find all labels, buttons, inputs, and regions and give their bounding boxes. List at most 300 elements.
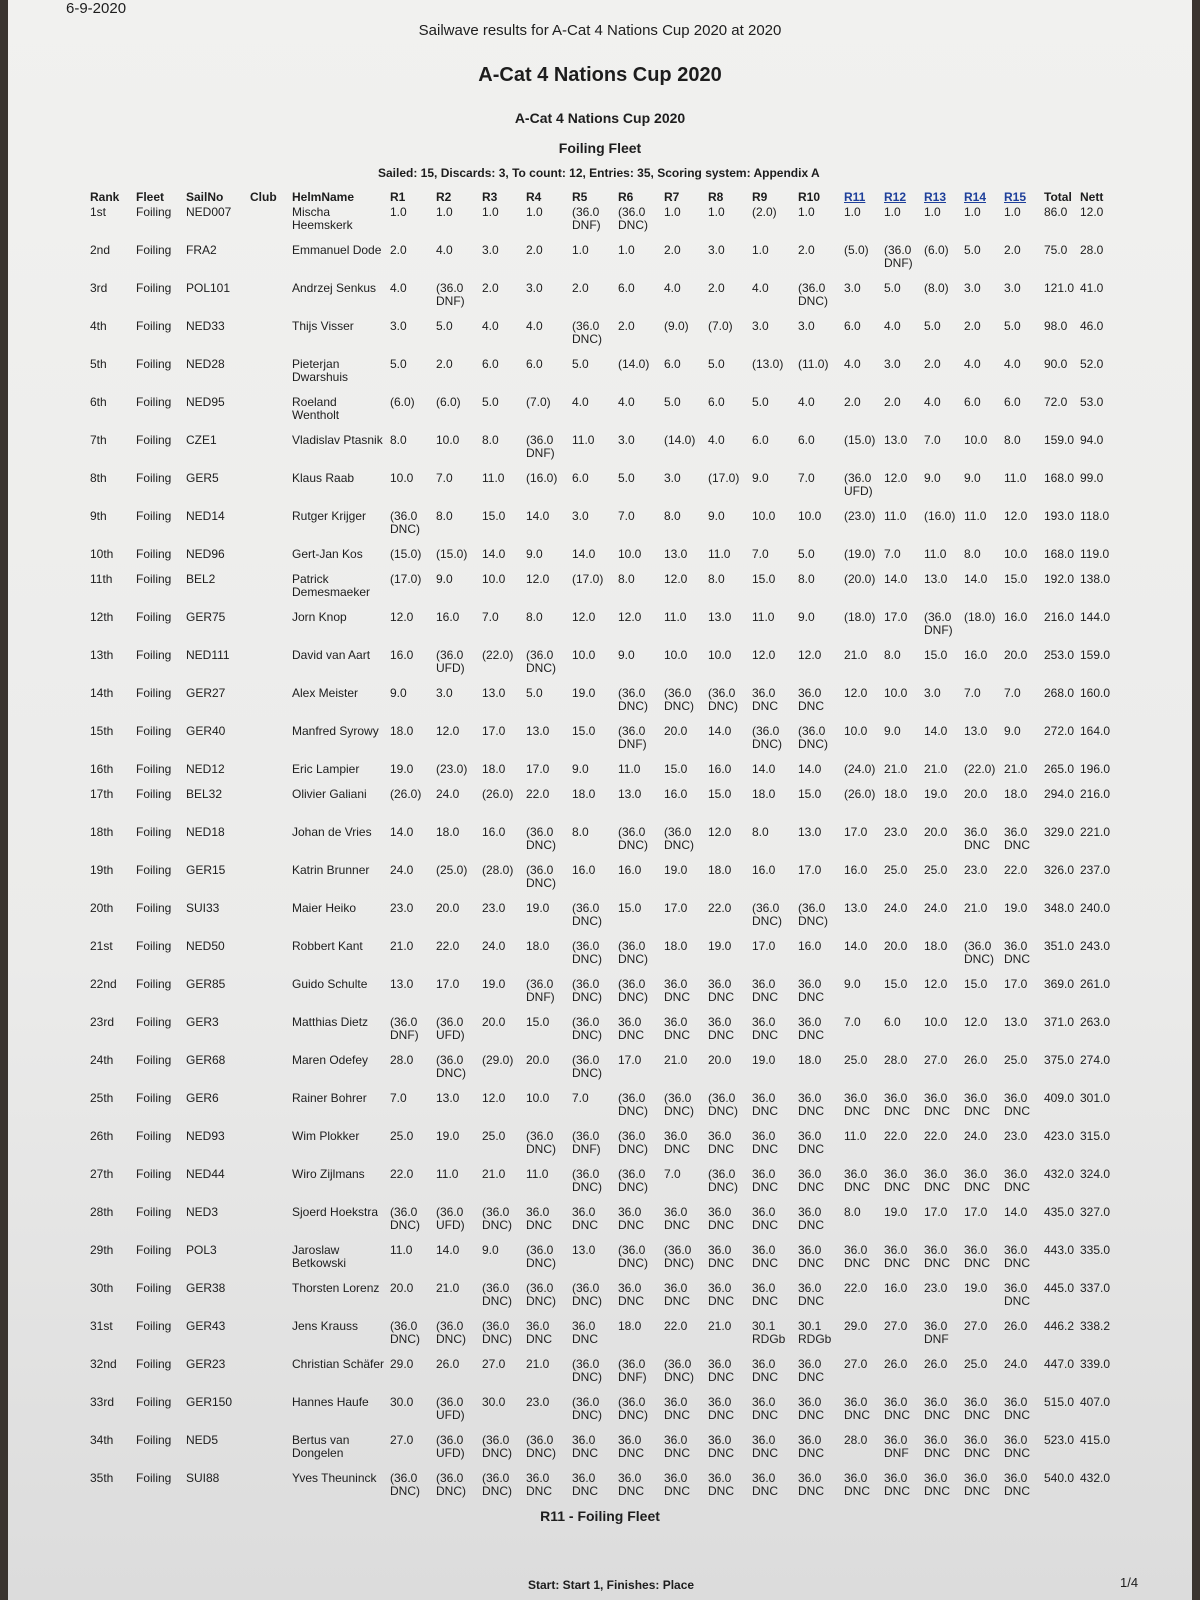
cell-r10: 8.0 — [798, 572, 815, 586]
cell-rank: 1st — [90, 205, 107, 219]
table-row — [88, 508, 1114, 546]
cell-r3: 30.0 — [482, 1395, 506, 1409]
cell-helmname: Manfred Syrowy — [292, 724, 379, 738]
table-row — [88, 1166, 1114, 1204]
cell-club — [248, 824, 290, 862]
cell-r10: 2.0 — [798, 243, 815, 257]
cell-sailno: NED28 — [186, 357, 225, 371]
cell-club — [248, 1470, 290, 1508]
cell-r4: 15.0 — [526, 1015, 550, 1029]
cell-r3: 10.0 — [482, 572, 506, 586]
cell-sailno: CZE1 — [186, 433, 217, 447]
cell-helmname: Andrzej Senkus — [292, 281, 377, 295]
cell-sailno: GER75 — [186, 610, 226, 624]
cell-r14: 11.0 — [964, 509, 987, 523]
cell-r11: 29.0 — [844, 1319, 868, 1333]
table-row — [88, 761, 1114, 786]
cell-nett: 216.0 — [1080, 787, 1111, 801]
cell-r12: 36.0 DNC — [884, 1091, 910, 1118]
cell-r5: 1.0 — [572, 243, 589, 257]
cell-fleet: Foiling — [136, 762, 172, 776]
cell-r9: 3.0 — [752, 319, 769, 333]
cell-total: 268.0 — [1044, 686, 1075, 700]
cell-total: 447.0 — [1044, 1357, 1075, 1371]
cell-r3: 8.0 — [482, 433, 499, 447]
cell-r10: 14.0 — [798, 762, 822, 776]
cell-r4: (36.0 DNC) — [526, 648, 556, 675]
cell-r15: 36.0 DNC — [1004, 1433, 1030, 1460]
column-header-r3: R3 — [482, 190, 498, 204]
cell-r11: 27.0 — [844, 1357, 868, 1371]
cell-r3: 20.0 — [482, 1015, 506, 1029]
cell-r2: 11.0 — [436, 1167, 459, 1181]
cell-r10: 36.0 DNC — [798, 1471, 824, 1498]
cell-r4: 6.0 — [526, 357, 543, 371]
cell-r8: 10.0 — [708, 648, 732, 662]
cell-fleet: Foiling — [136, 787, 172, 801]
table-row — [88, 824, 1114, 862]
cell-fleet: Foiling — [136, 939, 172, 953]
cell-fleet: Foiling — [136, 724, 172, 738]
cell-r9: 6.0 — [752, 433, 769, 447]
cell-r4: (16.0) — [526, 471, 558, 485]
cell-total: 192.0 — [1044, 572, 1075, 586]
cell-r9: 36.0 DNC — [752, 1205, 778, 1232]
cell-total: 432.0 — [1044, 1167, 1075, 1181]
cell-r7: 3.0 — [664, 471, 681, 485]
cell-r10: 36.0 DNC — [798, 1129, 824, 1156]
cell-total: 540.0 — [1044, 1471, 1075, 1485]
cell-club — [248, 280, 290, 318]
cell-r13: 25.0 — [924, 863, 948, 877]
cell-helmname: Wim Plokker — [292, 1129, 360, 1143]
series-summary: Sailed: 15, Discards: 3, To count: 12, Entries: 35, Scoring system: Appendix A — [378, 166, 820, 180]
cell-r13: 19.0 — [924, 787, 948, 801]
cell-r10: (11.0) — [798, 357, 829, 371]
cell-r15: 36.0 DNC — [1004, 1395, 1030, 1422]
column-header-r13[interactable]: R13 — [924, 190, 947, 204]
cell-sailno: GER23 — [186, 1357, 226, 1371]
cell-r11: (26.0) — [844, 787, 876, 801]
cell-club — [248, 394, 290, 432]
cell-nett: 28.0 — [1080, 243, 1104, 257]
cell-r9: 36.0 DNC — [752, 1471, 778, 1498]
cell-r2: (36.0 UFD) — [436, 648, 465, 675]
cell-club — [248, 685, 290, 723]
cell-r2: (15.0) — [436, 547, 468, 561]
cell-helmname: Hannes Haufe — [292, 1395, 369, 1409]
cell-r6: 17.0 — [618, 1053, 642, 1067]
cell-r6: 8.0 — [618, 572, 635, 586]
cell-r5: 5.0 — [572, 357, 589, 371]
cell-r6: 36.0 DNC — [618, 1471, 644, 1498]
cell-r3: (36.0 DNC) — [482, 1433, 512, 1460]
cell-r7: (36.0 DNC) — [664, 1091, 694, 1118]
cell-r13: 36.0 DNC — [924, 1433, 950, 1460]
page-number: 1/4 — [1120, 1575, 1139, 1590]
cell-r9: 36.0 DNC — [752, 1243, 778, 1270]
cell-r13: 4.0 — [924, 395, 941, 409]
cell-club — [248, 1014, 290, 1052]
cell-r7: 21.0 — [664, 1053, 688, 1067]
cell-r14: 36.0 DNC — [964, 1091, 990, 1118]
cell-r7: 8.0 — [664, 509, 681, 523]
cell-r7: 36.0 DNC — [664, 1433, 690, 1460]
cell-r15: 36.0 DNC — [1004, 939, 1030, 966]
cell-r12: 27.0 — [884, 1319, 908, 1333]
cell-r5: 2.0 — [572, 281, 589, 295]
cell-helmname: Alex Meister — [292, 686, 359, 700]
cell-r2: (6.0) — [436, 395, 461, 409]
event-subtitle: A-Cat 4 Nations Cup 2020 — [514, 110, 686, 126]
column-header-r11[interactable]: R11 — [844, 190, 866, 204]
cell-r11: 22.0 — [844, 1281, 868, 1295]
cell-r6: 18.0 — [618, 1319, 642, 1333]
cell-r5: (36.0 DNC) — [572, 1281, 602, 1308]
cell-r15: 36.0 DNC — [1004, 1167, 1030, 1194]
cell-nett: 301.0 — [1080, 1091, 1111, 1105]
cell-r15: 13.0 — [1004, 1015, 1028, 1029]
cell-r5: 15.0 — [572, 724, 596, 738]
cell-helmname: Sjoerd Hoekstra — [292, 1205, 379, 1219]
cell-r6: 36.0 DNC — [618, 1433, 644, 1460]
cell-r7: 16.0 — [664, 787, 688, 801]
cell-r13: 1.0 — [924, 205, 941, 219]
cell-r5: 3.0 — [572, 509, 589, 523]
cell-r1: 8.0 — [390, 433, 407, 447]
cell-r8: 16.0 — [708, 762, 732, 776]
table-row — [88, 1204, 1114, 1242]
cell-r11: 12.0 — [844, 686, 868, 700]
cell-r9: 16.0 — [752, 863, 776, 877]
cell-r10: 17.0 — [798, 863, 822, 877]
cell-r6: 36.0 DNC — [618, 1281, 644, 1308]
cell-r10: 36.0 DNC — [798, 1281, 824, 1308]
cell-r10: (36.0 DNC) — [798, 724, 828, 751]
cell-sailno: GER38 — [186, 1281, 226, 1295]
cell-fleet: Foiling — [136, 1357, 172, 1371]
cell-r13: 36.0 DNC — [924, 1395, 950, 1422]
cell-r5: (36.0 DNC) — [572, 1053, 602, 1080]
cell-total: 435.0 — [1044, 1205, 1075, 1219]
cell-r13: 11.0 — [924, 547, 947, 561]
table-row — [88, 1280, 1114, 1318]
cell-r14: 3.0 — [964, 281, 981, 295]
cell-r3: 24.0 — [482, 939, 506, 953]
cell-r8: 8.0 — [708, 572, 725, 586]
cell-rank: 35th — [90, 1471, 114, 1485]
cell-r4: (36.0 DNC) — [526, 1129, 556, 1156]
cell-r8: 2.0 — [708, 281, 725, 295]
cell-r11: 28.0 — [844, 1433, 868, 1447]
cell-r4: 1.0 — [526, 205, 543, 219]
cell-r5: (36.0 DNC) — [572, 977, 602, 1004]
cell-r15: 3.0 — [1004, 281, 1021, 295]
column-header-r14[interactable]: R14 — [964, 190, 987, 204]
cell-r13: 10.0 — [924, 1015, 948, 1029]
cell-nett: 94.0 — [1080, 433, 1104, 447]
cell-helmname: Rutger Krijger — [292, 509, 367, 523]
cell-r13: 2.0 — [924, 357, 941, 371]
cell-r1: (26.0) — [390, 787, 422, 801]
cell-r15: 25.0 — [1004, 1053, 1028, 1067]
cell-fleet: Foiling — [136, 572, 172, 586]
cell-r11: 36.0 DNC — [844, 1091, 870, 1118]
cell-helmname: Jaroslaw Betkowski — [292, 1243, 347, 1270]
cell-fleet: Foiling — [136, 243, 172, 257]
cell-r5: (36.0 DNC) — [572, 901, 602, 928]
cell-r10: (36.0 DNC) — [798, 901, 828, 928]
cell-r1: 14.0 — [390, 825, 414, 839]
cell-r7: 15.0 — [664, 762, 688, 776]
cell-r11: 10.0 — [844, 724, 868, 738]
cell-r6: (36.0 DNC) — [618, 205, 648, 232]
cell-r12: 12.0 — [884, 471, 908, 485]
cell-r12: 1.0 — [884, 205, 901, 219]
cell-nett: 324.0 — [1080, 1167, 1111, 1181]
cell-r10: 13.0 — [798, 825, 822, 839]
cell-r11: 14.0 — [844, 939, 868, 953]
cell-r6: 3.0 — [618, 433, 635, 447]
cell-r4: 2.0 — [526, 243, 543, 257]
cell-r8: 36.0 DNC — [708, 1357, 734, 1384]
cell-r12: 5.0 — [884, 281, 901, 295]
cell-total: 253.0 — [1044, 648, 1075, 662]
cell-r11: 8.0 — [844, 1205, 861, 1219]
table-row — [88, 1318, 1114, 1356]
cell-r13: 21.0 — [924, 762, 948, 776]
table-row — [88, 204, 1114, 242]
cell-sailno: BEL2 — [186, 572, 216, 586]
cell-r11: 3.0 — [844, 281, 861, 295]
next-section-title: R11 - Foiling Fleet — [540, 1508, 660, 1524]
cell-r13: 12.0 — [924, 977, 948, 991]
column-header-fleet: Fleet — [136, 190, 165, 204]
cell-r2: 7.0 — [436, 471, 453, 485]
cell-r12: 24.0 — [884, 901, 908, 915]
cell-r3: 4.0 — [482, 319, 499, 333]
cell-fleet: Foiling — [136, 395, 172, 409]
cell-r6: 36.0 DNC — [618, 1015, 644, 1042]
cell-r9: 36.0 DNC — [752, 977, 778, 1004]
cell-r13: 5.0 — [924, 319, 941, 333]
cell-r7: 10.0 — [664, 648, 688, 662]
cell-r3: (36.0 DNC) — [482, 1319, 512, 1346]
cell-r11: 11.0 — [844, 1129, 867, 1143]
cell-r4: 36.0 DNC — [526, 1205, 552, 1232]
cell-fleet: Foiling — [136, 686, 172, 700]
column-header-nett: Nett — [1080, 190, 1104, 204]
cell-r5: 12.0 — [572, 610, 596, 624]
cell-helmname: Wiro Zijlmans — [292, 1167, 365, 1181]
cell-helmname: Johan de Vries — [292, 825, 372, 839]
cell-r3: 1.0 — [482, 205, 499, 219]
cell-fleet: Foiling — [136, 1395, 172, 1409]
cell-r4: 19.0 — [526, 901, 550, 915]
cell-club — [248, 1242, 290, 1280]
cell-r7: (36.0 DNC) — [664, 1243, 694, 1270]
column-header-r12[interactable]: R12 — [884, 190, 907, 204]
cell-r13: 3.0 — [924, 686, 941, 700]
table-row — [88, 1128, 1114, 1166]
cell-nett: 327.0 — [1080, 1205, 1111, 1219]
cell-r15: 9.0 — [1004, 724, 1021, 738]
cell-total: 369.0 — [1044, 977, 1075, 991]
cell-club — [248, 1280, 290, 1318]
cell-r4: (36.0 DNC) — [526, 825, 556, 852]
cell-r13: 36.0 DNC — [924, 1167, 950, 1194]
cell-club — [248, 470, 290, 508]
column-header-r6: R6 — [618, 190, 634, 204]
cell-nett: 432.0 — [1080, 1471, 1111, 1485]
cell-r10: 16.0 — [798, 939, 822, 953]
cell-r12: 20.0 — [884, 939, 908, 953]
cell-helmname: Katrin Brunner — [292, 863, 370, 877]
cell-r3: (36.0 DNC) — [482, 1471, 512, 1498]
cell-r5: 11.0 — [572, 433, 595, 447]
cell-helmname: Rainer Bohrer — [292, 1091, 367, 1105]
cell-r7: 7.0 — [664, 1167, 681, 1181]
cell-r13: 15.0 — [924, 648, 948, 662]
cell-r4: 11.0 — [526, 1167, 549, 1181]
cell-r8: 15.0 — [708, 787, 732, 801]
cell-r6: (36.0 DNC) — [618, 1395, 648, 1422]
cell-r4: 22.0 — [526, 787, 550, 801]
cell-r2: 13.0 — [436, 1091, 460, 1105]
cell-club — [248, 647, 290, 685]
table-row — [88, 723, 1114, 761]
cell-r15: 36.0 DNC — [1004, 825, 1030, 852]
cell-r14: 14.0 — [964, 572, 988, 586]
cell-r6: 13.0 — [618, 787, 642, 801]
cell-club — [248, 1432, 290, 1470]
cell-r8: 21.0 — [708, 1319, 732, 1333]
cell-r4: (36.0 DNC) — [526, 863, 556, 890]
cell-r9: 36.0 DNC — [752, 1015, 778, 1042]
table-row — [88, 609, 1114, 647]
cell-r8: (17.0) — [708, 471, 740, 485]
cell-total: 409.0 — [1044, 1091, 1075, 1105]
cell-r1: 9.0 — [390, 686, 407, 700]
cell-r3: 16.0 — [482, 825, 506, 839]
cell-nett: 274.0 — [1080, 1053, 1111, 1067]
cell-r12: 25.0 — [884, 863, 908, 877]
cell-fleet: Foiling — [136, 1167, 172, 1181]
cell-r7: (36.0 DNC) — [664, 825, 694, 852]
cell-fleet: Foiling — [136, 1091, 172, 1105]
cell-nett: 315.0 — [1080, 1129, 1111, 1143]
cell-fleet: Foiling — [136, 1433, 172, 1447]
cell-helmname: Mischa Heemskerk — [292, 205, 353, 232]
cell-sailno: NED93 — [186, 1129, 225, 1143]
cell-r11: 16.0 — [844, 863, 868, 877]
cell-r3: (29.0) — [482, 1053, 514, 1067]
cell-r9: 36.0 DNC — [752, 1091, 778, 1118]
cell-r3: 13.0 — [482, 686, 506, 700]
cell-helmname: Emmanuel Dode — [292, 243, 382, 257]
cell-sailno: GER27 — [186, 686, 226, 700]
cell-r11: (18.0) — [844, 610, 876, 624]
cell-r13: 20.0 — [924, 825, 948, 839]
cell-sailno: GER40 — [186, 724, 226, 738]
cell-r5: (36.0 DNC) — [572, 1167, 602, 1194]
cell-sailno: SUI33 — [186, 901, 220, 915]
cell-r8: 36.0 DNC — [708, 1243, 734, 1270]
cell-r14: 26.0 — [964, 1053, 988, 1067]
cell-nett: 196.0 — [1080, 762, 1111, 776]
cell-r2: 19.0 — [436, 1129, 460, 1143]
cell-r11: (36.0 UFD) — [844, 471, 873, 498]
cell-r6: (36.0 DNC) — [618, 1129, 648, 1156]
cell-r6: 7.0 — [618, 509, 635, 523]
column-header-r1: R1 — [390, 190, 406, 204]
cell-r15: 7.0 — [1004, 686, 1021, 700]
cell-fleet: Foiling — [136, 547, 172, 561]
cell-r3: 21.0 — [482, 1167, 506, 1181]
cell-r1: 29.0 — [390, 1357, 414, 1371]
cell-r15: 36.0 DNC — [1004, 1471, 1030, 1498]
cell-r1: (36.0 DNC) — [390, 1319, 420, 1346]
cell-r3: 6.0 — [482, 357, 499, 371]
cell-helmname: Thorsten Lorenz — [292, 1281, 380, 1295]
cell-rank: 6th — [90, 395, 107, 409]
cell-r10: 36.0 DNC — [798, 1357, 824, 1384]
cell-r14: 5.0 — [964, 243, 981, 257]
cell-nett: 243.0 — [1080, 939, 1111, 953]
cell-r3: 14.0 — [482, 547, 506, 561]
cell-r1: (6.0) — [390, 395, 415, 409]
cell-r14: 4.0 — [964, 357, 981, 371]
cell-r1: 4.0 — [390, 281, 407, 295]
cell-total: 375.0 — [1044, 1053, 1075, 1067]
cell-r4: 8.0 — [526, 610, 543, 624]
cell-club — [248, 571, 290, 609]
cell-r13: 13.0 — [924, 572, 948, 586]
cell-nett: 159.0 — [1080, 648, 1111, 662]
cell-r3: 27.0 — [482, 1357, 506, 1371]
cell-r7: 2.0 — [664, 243, 681, 257]
cell-r12: 7.0 — [884, 547, 901, 561]
cell-r10: 1.0 — [798, 205, 815, 219]
cell-r11: 1.0 — [844, 205, 861, 219]
cell-rank: 29th — [90, 1243, 114, 1257]
table-row — [88, 1394, 1114, 1432]
cell-r5: (36.0 DNF) — [572, 205, 601, 232]
cell-fleet: Foiling — [136, 357, 172, 371]
cell-r8: 36.0 DNC — [708, 1129, 734, 1156]
table-row — [88, 976, 1114, 1014]
column-header-r8: R8 — [708, 190, 724, 204]
cell-r3: (28.0) — [482, 863, 514, 877]
cell-r10: 3.0 — [798, 319, 815, 333]
cell-r10: 18.0 — [798, 1053, 822, 1067]
cell-fleet: Foiling — [136, 1205, 172, 1219]
cell-r1: (15.0) — [390, 547, 422, 561]
cell-r1: 18.0 — [390, 724, 414, 738]
cell-r14: 9.0 — [964, 471, 981, 485]
cell-r13: 36.0 DNC — [924, 1091, 950, 1118]
table-row — [88, 685, 1114, 723]
cell-r14: 15.0 — [964, 977, 988, 991]
cell-helmname: Olivier Galiani — [292, 787, 367, 801]
cell-r15: 17.0 — [1004, 977, 1028, 991]
cell-r3: 25.0 — [482, 1129, 506, 1143]
cell-rank: 7th — [90, 433, 107, 447]
column-header-r15[interactable]: R15 — [1004, 190, 1027, 204]
cell-nett: 221.0 — [1080, 825, 1111, 839]
table-row — [88, 356, 1114, 394]
cell-r2: 8.0 — [436, 509, 453, 523]
